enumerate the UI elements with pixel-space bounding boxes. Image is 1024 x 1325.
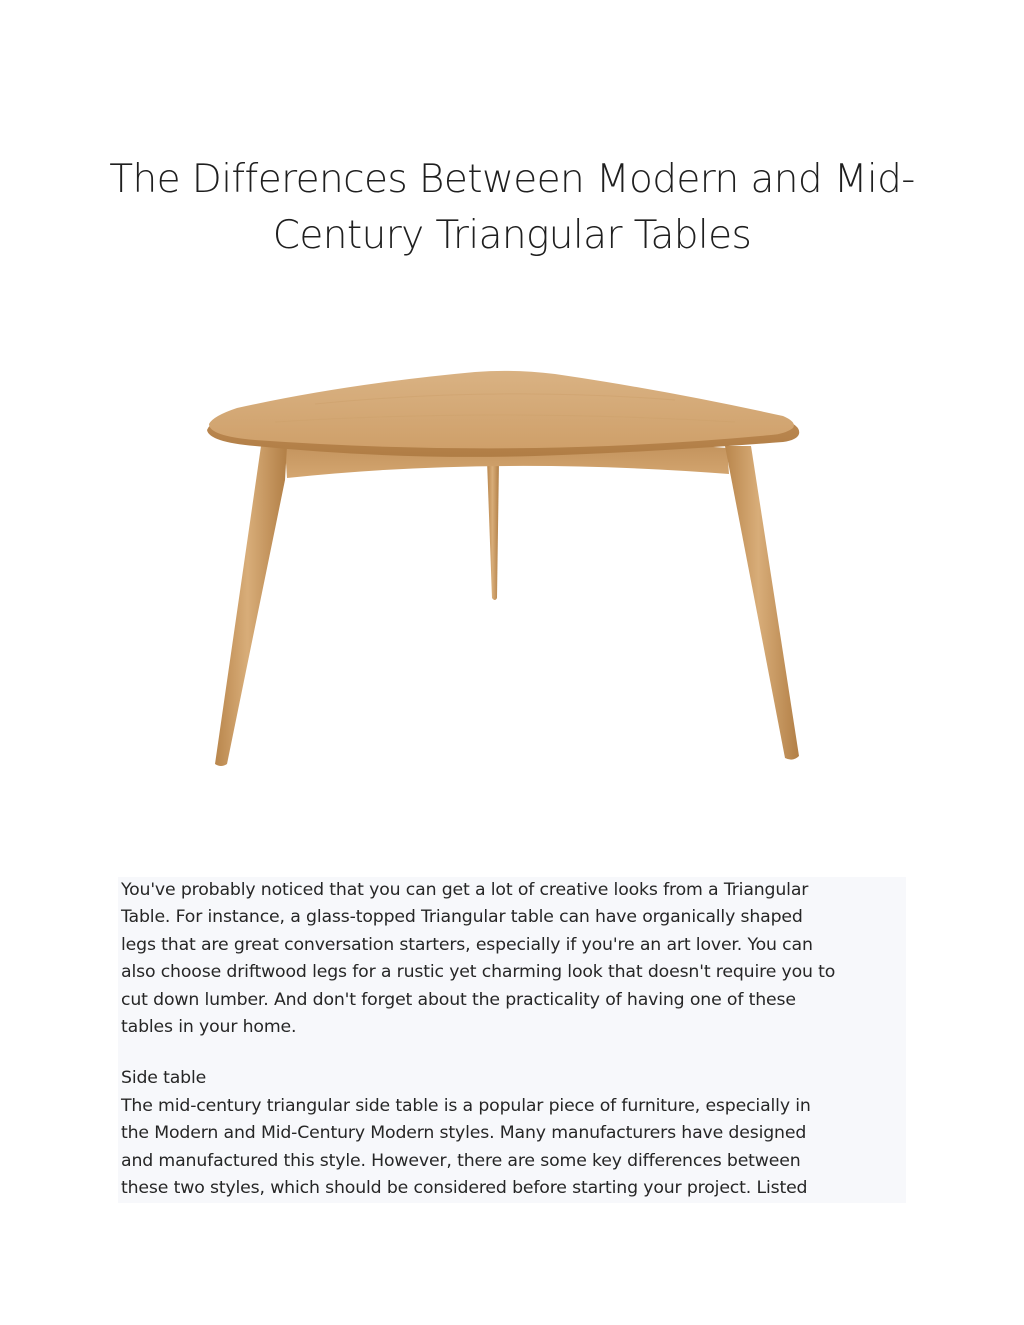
intro-line: legs that are great conversation starters, especially if you're an art lover. You can xyxy=(121,934,813,955)
section-line: The mid-century triangular side table is a popular piece of furniture, especially in xyxy=(121,1096,811,1116)
page-title xyxy=(0,152,1024,264)
triangular-table-image xyxy=(195,360,815,780)
intro-line: Table. For instance, a glass-topped Triangular table can have organically shaped xyxy=(121,907,803,928)
intro-paragraph xyxy=(121,877,906,1041)
back-leg xyxy=(487,460,499,600)
title-line-1: The Differences Between Modern and Mid- xyxy=(109,157,915,203)
tabletop-surface xyxy=(209,371,794,448)
intro-line: tables in your home. xyxy=(121,1017,297,1038)
section-line: these two styles, which should be considered before starting your project. Listed xyxy=(121,1178,808,1199)
right-leg xyxy=(725,446,799,760)
intro-line: cut down lumber. And don't forget about the practicality of having one of these xyxy=(121,989,796,1010)
section-heading: Side table xyxy=(121,1068,207,1088)
section-line: and manufactured this style. However, there are some key differences between xyxy=(121,1150,801,1171)
title-line-2: Century Triangular Tables xyxy=(272,213,752,259)
section-line: the Modern and Mid-Century Modern styles. Many manufacturers have designed xyxy=(121,1123,807,1144)
section-paragraph xyxy=(121,1093,906,1203)
left-leg xyxy=(215,446,287,766)
intro-line: You've probably noticed that you can get a lot of creative looks from a Triangular xyxy=(121,880,809,900)
intro-line: also choose driftwood legs for a rustic yet charming look that doesn't require you to xyxy=(121,962,836,983)
article-body xyxy=(118,877,906,1203)
